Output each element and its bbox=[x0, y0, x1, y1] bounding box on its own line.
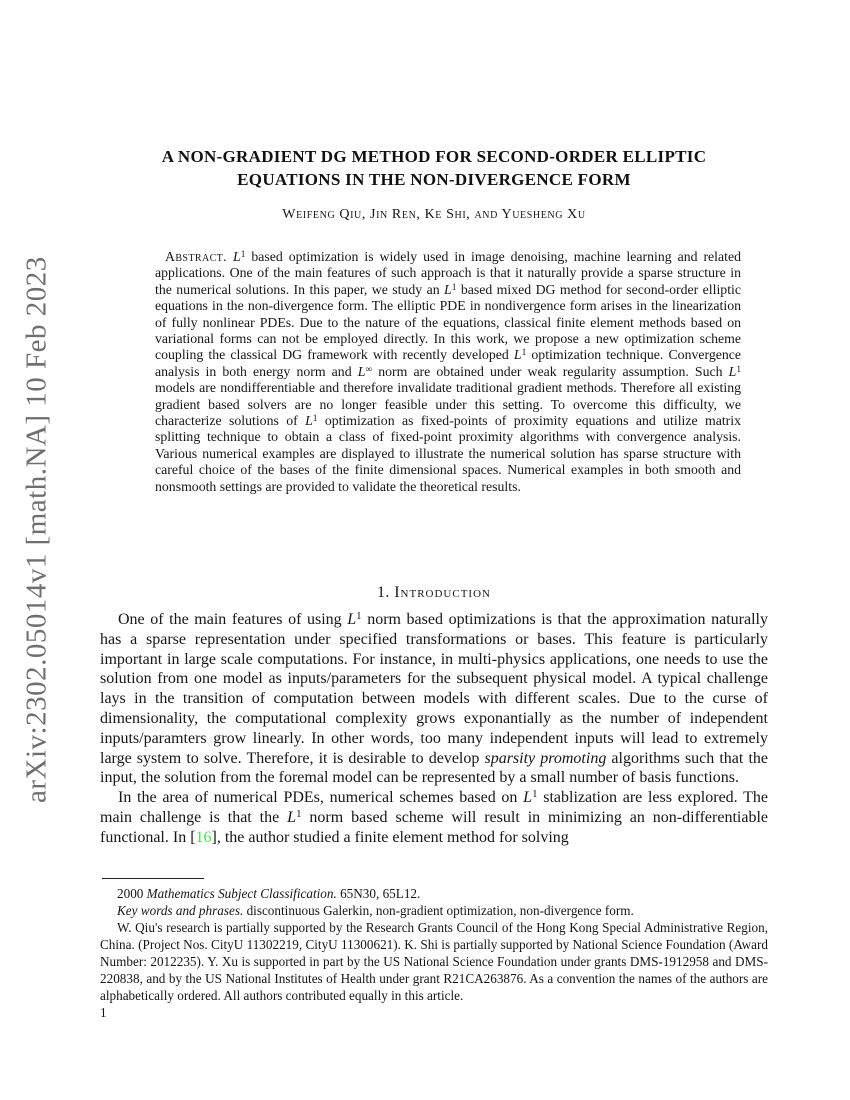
section-number: 1. bbox=[377, 584, 390, 601]
page-number: 1 bbox=[100, 1005, 107, 1020]
arxiv-id-text: arXiv:2302.05014v1 [math.NA] 10 Feb 2023 bbox=[20, 256, 53, 804]
text-segment: Mathematics Subject Classification. bbox=[146, 886, 337, 901]
text-segment: Key words and phrases. bbox=[117, 903, 244, 918]
text-segment: L bbox=[347, 611, 357, 628]
text-segment: 1 bbox=[240, 249, 246, 260]
text-segment: L bbox=[728, 363, 737, 379]
text-segment: L bbox=[233, 249, 241, 264]
introduction-body bbox=[100, 610, 768, 848]
text-segment: L bbox=[305, 413, 313, 429]
intro-paragraph-2 bbox=[100, 788, 768, 847]
authors-line: Weifeng Qiu, Jin Ren, Ke Shi, and Yuesheng Xu bbox=[282, 207, 586, 222]
text-segment: discontinuous Galerkin, non-gradient optimization, non-divergence form. bbox=[243, 903, 634, 918]
text-segment: 65N30, 65L12. bbox=[336, 886, 421, 901]
text-segment: W. Qiu's research is partially supported by the Research Grants Council of the Hong Kong Special Administrative Region, China. (Project Nos. CityU 11302219, CityU 11300621). K. Shi is partially supported by National Science Foundation (Award Number: 2012235). Y. Xu is supported in part by the US National Science Foundation under grants DMS-1912958 and DMS-220838, and by the US National Institutes of Health under grant R21CA263876. As a convention the names of the authors are alphabetically ordered. All authors contributed equally in this article. bbox=[100, 920, 768, 1003]
citation-link[interactable]: 16 bbox=[195, 828, 212, 846]
text-segment: 1 bbox=[312, 413, 318, 424]
text-segment: based optimization is widely used in image denoising, machine learning and related applications. One of the main features of such approach is that it naturally provide a sparse structure in the numerical solutions. In this paper, we study an bbox=[155, 249, 741, 297]
text-segment: sparsity promoting bbox=[484, 749, 607, 767]
text-segment: stablization are less explored. The main challenge is that the bbox=[100, 789, 768, 826]
footnote-area bbox=[100, 866, 768, 1021]
footnote-rule bbox=[102, 878, 204, 879]
text-segment: L bbox=[523, 789, 533, 807]
text-segment: In the area of numerical PDEs, numerical schemes based on bbox=[118, 789, 524, 807]
title-line-2: EQUATIONS IN THE NON-DIVERGENCE FORM bbox=[237, 169, 631, 189]
text-segment: norm are obtained under weak regularity assumption. Such bbox=[372, 363, 729, 379]
text-segment: Abstract. bbox=[165, 249, 228, 264]
text-segment: ∞ bbox=[365, 364, 373, 375]
text-segment: 1 bbox=[736, 364, 741, 375]
abstract bbox=[155, 249, 741, 495]
text-segment: optimization as fixed-points of proximity equations and utilize matrix splitting technique to obtain a class of fixed-point proximity algorithms with convergence analysis. Various numerical examples are displayed to illustrate the numerical solution has sparse structure with careful choice of the bases of the finite dimensional spaces. Numerical examples in both smooth and nonsmooth settings are provided to validate the theoretical results. bbox=[155, 413, 741, 494]
text-segment: L bbox=[287, 808, 297, 826]
paper-title bbox=[100, 146, 768, 192]
title-line-1: A NON-GRADIENT DG METHOD FOR SECOND-ORDER ELLIPTIC bbox=[161, 147, 707, 166]
text-segment: based mixed DG method for second-order elliptic equations in the non-divergence form. The elliptic PDE in nondivergence form arises in the linearization of fully nonlinear PDEs. Due to the nature of the equations, classical finite element methods based on variational forms can not be employed directly. In this work, we propose a new optimization scheme coupling the classical DG framework with recently developed bbox=[155, 281, 741, 363]
arxiv-stamp bbox=[16, 235, 58, 825]
text-segment: L bbox=[444, 281, 452, 297]
footnote-keywords bbox=[100, 902, 768, 919]
text-segment: L bbox=[513, 347, 522, 363]
text-segment: norm based optimizations is that the approximation naturally has a sparse representation under specified transformations or bases. This feature is particularly important in large scale computations. For instance, in multi-physics applications, one needs to use the solution from one model as inputs/parameters for the subsequent physical model. A typical challenge lays in the transition of computation between models with different scales. Due to the curse of dimensionality, the computational complexity grows exponantially as the number of independent inputs/paramters grow linearly. In other words, too many independent inputs will lead to extremely large system to solve. Therefore, it is desirable to develop bbox=[100, 611, 768, 767]
text-segment: optimization technique. Convergence analysis in both energy norm and bbox=[155, 347, 742, 379]
text-segment: 1 bbox=[521, 348, 527, 359]
text-segment: 2000 bbox=[117, 886, 147, 901]
text-segment: 1 bbox=[532, 788, 538, 801]
footnote-funding bbox=[100, 919, 768, 1004]
section-heading bbox=[100, 584, 768, 602]
section-title: Introduction bbox=[394, 584, 491, 601]
footnote-msc bbox=[100, 885, 768, 902]
text-segment: One of the main features of using bbox=[118, 611, 348, 628]
text-segment: L bbox=[357, 363, 366, 379]
text-segment: norm based scheme will result in minimizing an non-differentiable functional. In [ bbox=[100, 808, 769, 846]
text-segment: 1 bbox=[296, 808, 302, 821]
text-segment: ], the author studied a finite element method for solving bbox=[211, 828, 569, 846]
text-segment: 1 bbox=[451, 282, 457, 293]
text-segment: models are nondifferentiable and therefore invalidate traditional gradient methods. Therefore all existing gradient based solvers are no longer feasible under this setting. To overcome this difficulty, we characterize solutions of bbox=[155, 380, 741, 429]
intro-paragraph-1 bbox=[100, 610, 768, 788]
text-segment: 1 bbox=[356, 610, 362, 623]
text-segment: algorithms such that the input, the solution from the foremal model can be represented by a small number of basis functions. bbox=[100, 749, 768, 787]
